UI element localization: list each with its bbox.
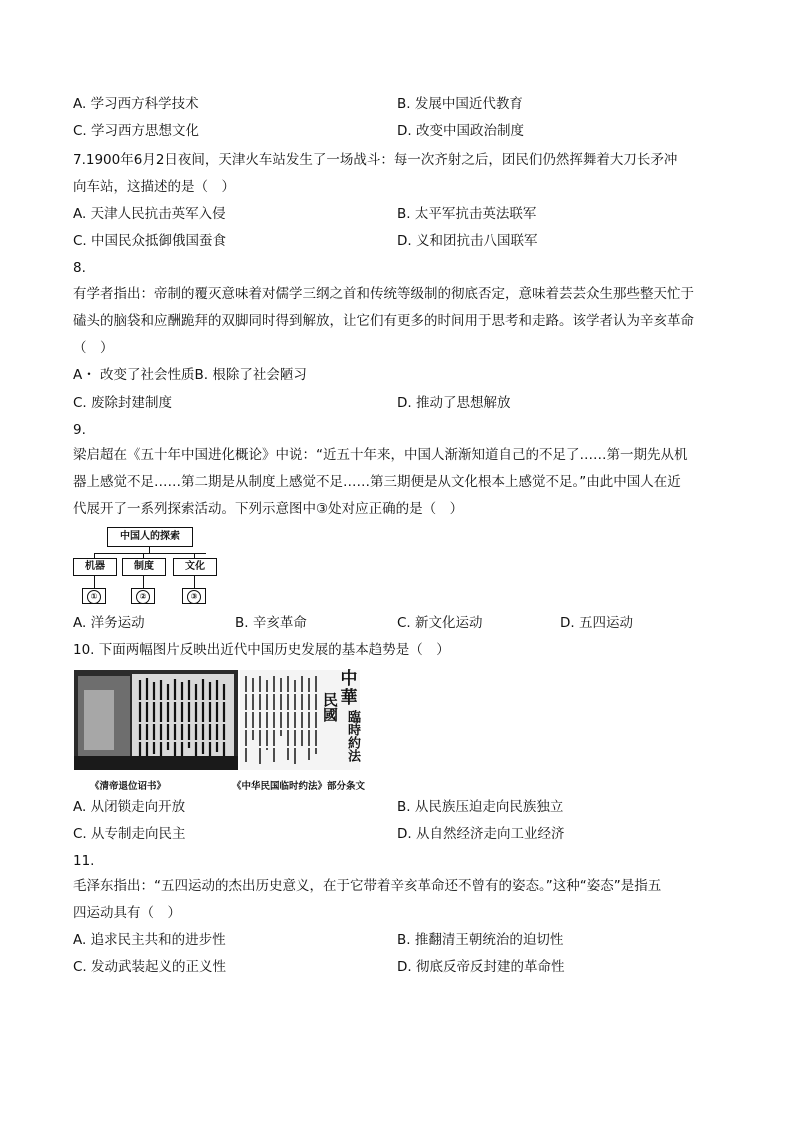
diagram-connector (94, 553, 206, 554)
q6-option-a: A. 学习西方科学技术 (73, 96, 199, 112)
diagram-answer-box-1 (82, 588, 106, 604)
constitution-title-col3: 臨時約法 (345, 710, 360, 762)
q11-option-d: D. 彻底反帝反封建的革命性 (397, 959, 565, 975)
constitution-title-col2: 民國 (321, 692, 339, 722)
q9-number: 9. (73, 422, 86, 438)
q11-stem-line2: 四运动具有（ ） (73, 905, 181, 921)
q10-stem: 10. 下面两幅图片反映出近代中国历史发展的基本趋势是（ ） (73, 642, 450, 658)
q9-stem-line3: 代展开了一系列探索活动。下列示意图中③处对应正确的是（ ） (73, 501, 464, 517)
provisional-constitution-caption: 《中华民国临时约法》部分条文 (232, 781, 366, 792)
diagram-answer-box-3 (182, 588, 206, 604)
q11-option-b: B. 推翻清王朝统治的迫切性 (397, 932, 564, 948)
diagram-box-machine: 机器 (73, 558, 117, 576)
diagram-connector (194, 576, 195, 588)
abdication-edict-image (74, 670, 238, 770)
abdication-edict-caption: 《清帝退位诏书》 (90, 781, 167, 792)
abdication-edict-scan (74, 670, 238, 770)
q7-option-d: D. 义和团抗击八国联军 (397, 233, 538, 249)
diagram-box-culture: 文化 (173, 558, 217, 576)
q9-option-d: D. 五四运动 (560, 615, 633, 631)
q10-option-d: D. 从自然经济走向工业经济 (397, 826, 565, 842)
diagram-top-box: 中国人的探索 (107, 527, 193, 547)
q9-option-b: B. 辛亥革命 (235, 615, 307, 631)
circled-number-1: ① (87, 590, 101, 604)
q9-option-a: A. 洋务运动 (73, 615, 145, 631)
circled-number-3: ③ (187, 590, 201, 604)
constitution-title-col1: 中華 (340, 669, 358, 708)
q11-option-a: A. 追求民主共和的进步性 (73, 932, 226, 948)
q11-number: 11. (73, 853, 95, 869)
diagram-answer-box-2 (131, 588, 155, 604)
q8-stem-line1: 有学者指出：帝制的覆灭意味着对儒学三纲之首和传统等级制的彻底否定，意味着芸芸众生那些整天忙于 (73, 286, 694, 302)
q11-stem-line1: 毛泽东指出：“五四运动的杰出历史意义，在于它带着辛亥革命还不曾有的姿态。”这种“姿态”是指五 (73, 878, 662, 894)
q8-option-ab: A・ 改变了社会性质B. 根除了社会陋习 (73, 367, 307, 383)
q9-stem-line2: 器上感觉不足……第二期是从制度上感觉不足……第三期便是从文化根本上感觉不足。”由此中国人在近 (73, 474, 681, 490)
diagram-connector (143, 576, 144, 588)
circled-number-2: ② (136, 590, 150, 604)
q6-option-d: D. 改变中国政治制度 (397, 123, 524, 139)
q6-option-c: C. 学习西方思想文化 (73, 123, 200, 139)
q6-option-b: B. 发展中国近代教育 (397, 96, 523, 112)
q9-option-c: C. 新文化运动 (397, 615, 483, 631)
q7-option-c: C. 中国民众抵御俄国蚕食 (73, 233, 227, 249)
q10-option-c: C. 从专制走向民主 (73, 826, 186, 842)
q8-stem-line3: （ ） (73, 340, 114, 356)
q8-option-c: C. 废除封建制度 (73, 395, 173, 411)
q10-option-b: B. 从民族压迫走向民族独立 (397, 799, 564, 815)
q7-option-a: A. 天津人民抗击英军入侵 (73, 206, 226, 222)
diagram-connector (94, 576, 95, 588)
q8-number: 8. (73, 260, 86, 276)
q8-stem-line2: 磕头的脑袋和应酬跪拜的双脚同时得到解放，让它们有更多的时间用于思考和走路。该学者认为辛亥革命 (73, 313, 694, 329)
q7-stem-line1: 7.1900年6月2日夜间，天津火车站发生了一场战斗：每一次齐射之后，团民们仍然挥舞着大刀长矛冲 (73, 152, 678, 168)
q7-option-b: B. 太平军抗击英法联军 (397, 206, 537, 222)
q9-stem-line1: 梁启超在《五十年中国进化概论》中说：“近五十年来，中国人渐渐知道自己的不足了……第一期先从机 (73, 447, 688, 463)
q11-option-c: C. 发动武装起义的正义性 (73, 959, 227, 975)
diagram-box-system: 制度 (122, 558, 166, 576)
q10-option-a: A. 从闭锁走向开放 (73, 799, 186, 815)
q8-option-d: D. 推动了思想解放 (397, 395, 511, 411)
q7-stem-line2: 向车站，这描述的是（ ） (73, 179, 235, 195)
